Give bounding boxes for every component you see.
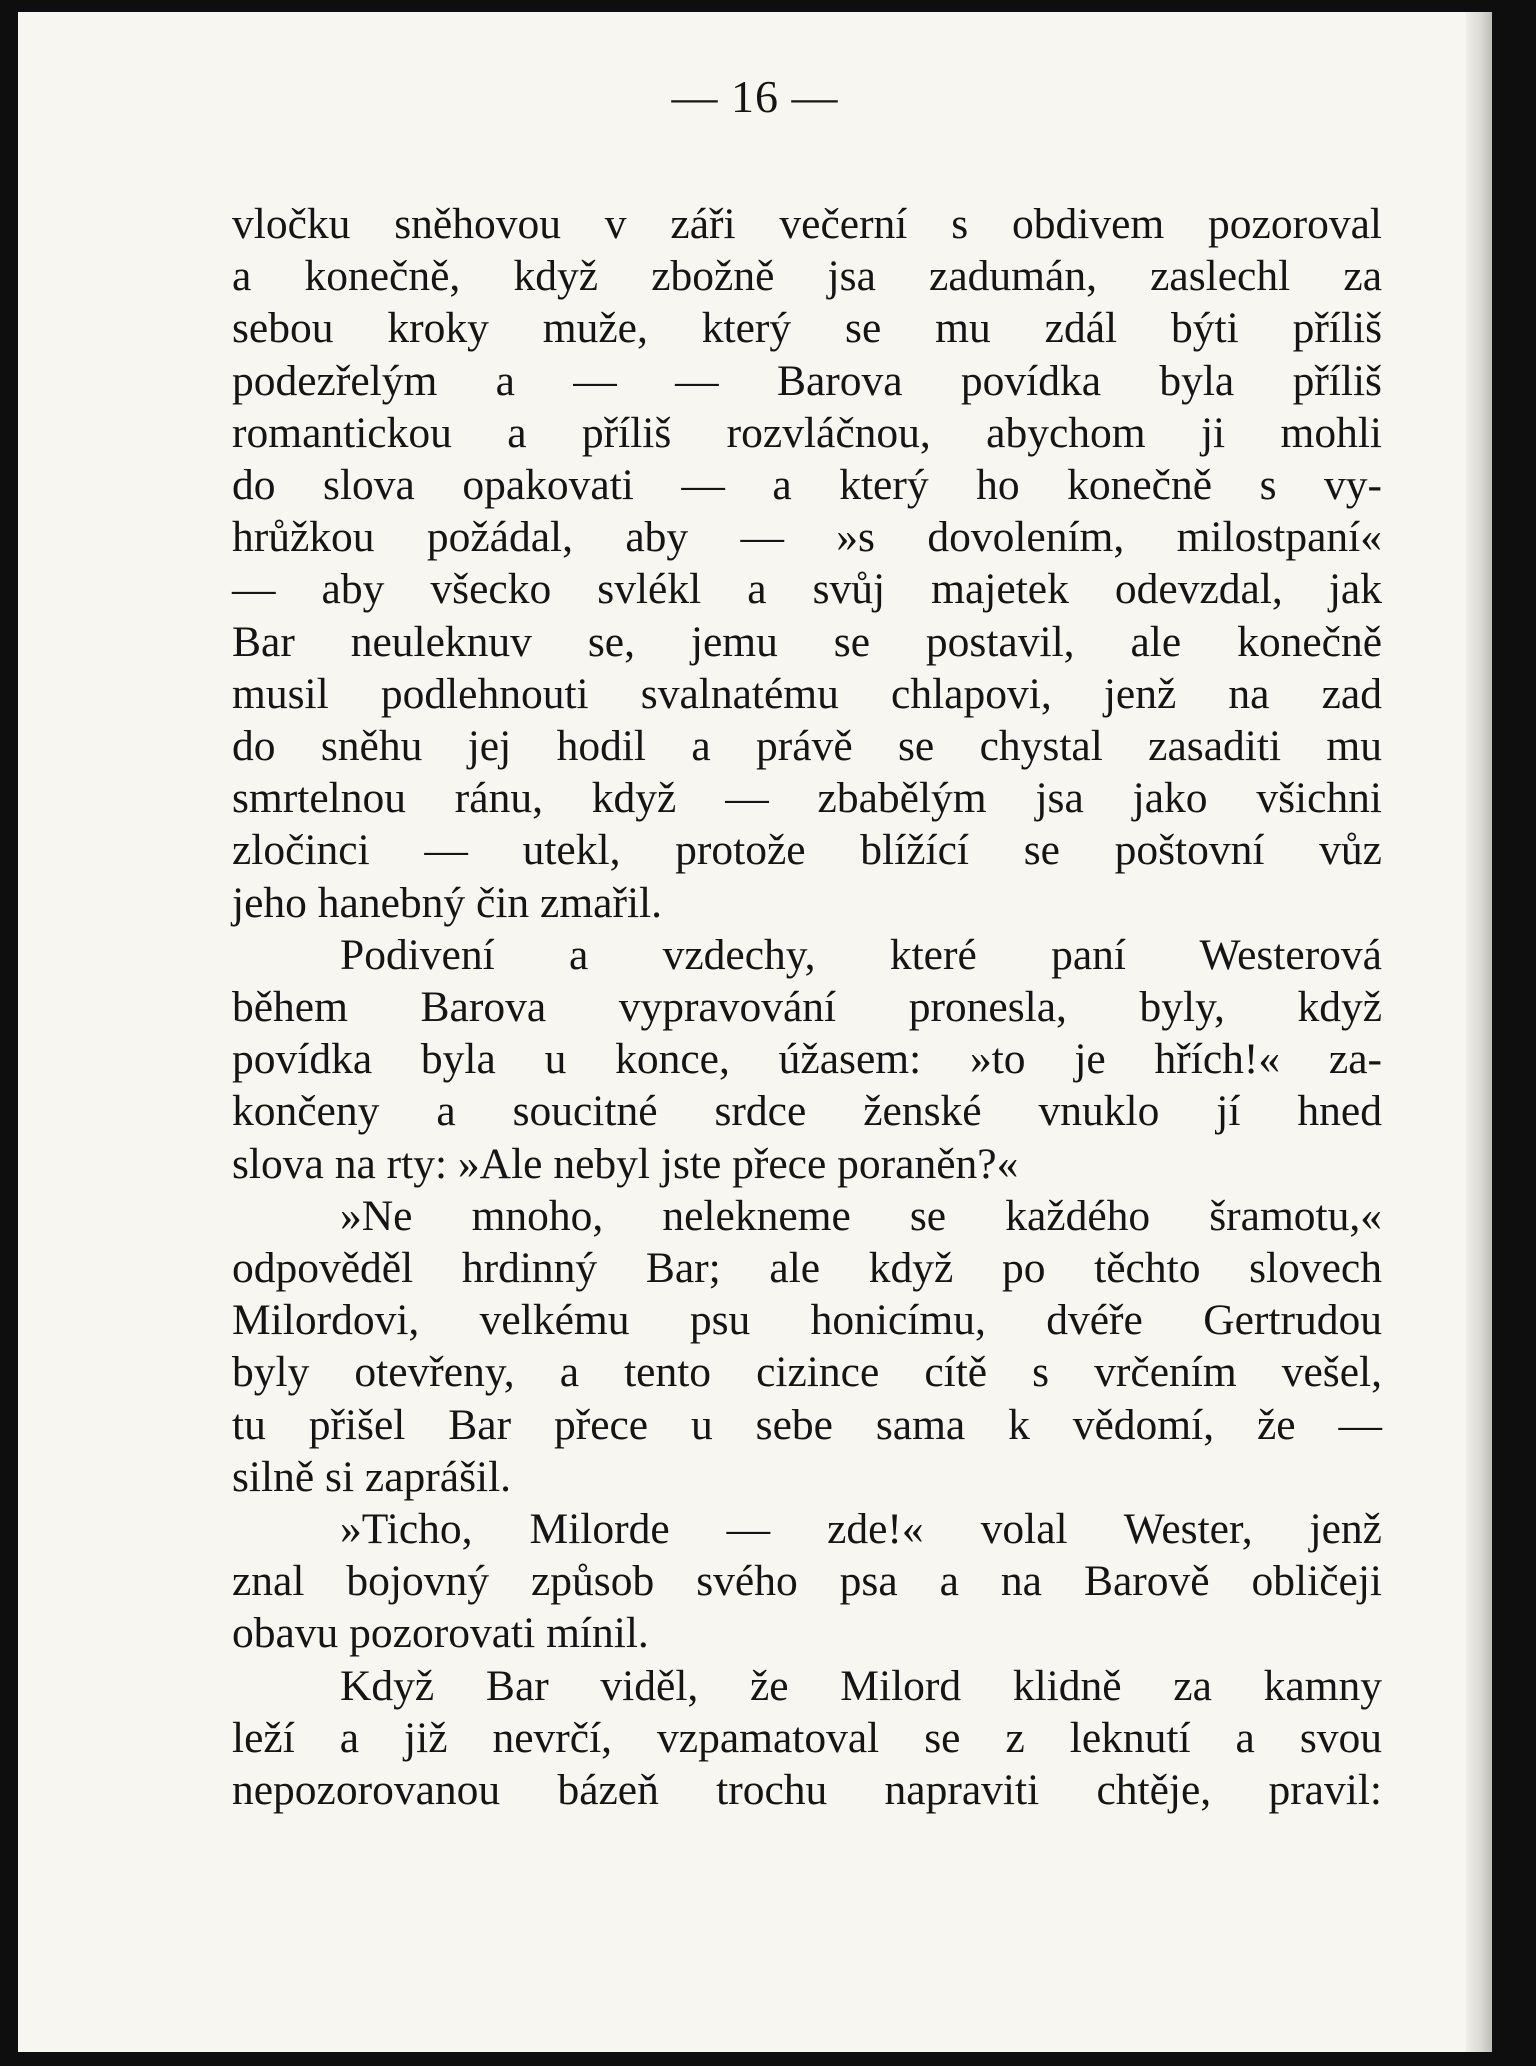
page-body bbox=[232, 198, 1382, 1816]
text-line: Milordovi, velkému psu honicímu, dvéře Gertrudou bbox=[232, 1296, 1382, 1345]
text-line: slova na rty: »Ale nebyl jste přece poraněn?« bbox=[232, 1139, 1019, 1188]
text-line: obavu pozorovati mínil. bbox=[232, 1609, 649, 1658]
text-line: odpověděl hrdinný Bar; ale když po těchto slovech bbox=[232, 1244, 1382, 1293]
text-line: smrtelnou ránu, když — zbabělým jsa jako všichni bbox=[232, 774, 1382, 823]
text-line: zločinci — utekl, protože blížící se poštovní vůz bbox=[232, 826, 1382, 875]
page-edge-shadow bbox=[1466, 12, 1492, 2052]
book-page bbox=[18, 12, 1492, 2052]
text-line: končeny a soucitné srdce ženské vnuklo jí hned bbox=[232, 1087, 1382, 1136]
text-line: nepozorovanou bázeň trochu napraviti chtěje, pravil: bbox=[232, 1766, 1382, 1815]
page-number: — 16 — bbox=[671, 71, 839, 122]
text-line: a konečně, když zbožně jsa zadumán, zaslechl za bbox=[232, 252, 1382, 301]
text-line: byly otevřeny, a tento cizince cítě s vrčením vešel, bbox=[232, 1348, 1382, 1397]
text-line: jeho hanebný čin zmařil. bbox=[232, 878, 663, 927]
text-line: Když Bar viděl, že Milord klidně za kamny bbox=[340, 1661, 1382, 1710]
paragraph-1 bbox=[232, 198, 1382, 929]
text-line: silně si zaprášil. bbox=[232, 1452, 512, 1501]
paragraph-4 bbox=[232, 1503, 1382, 1660]
text-line: do slova opakovati — a který ho konečně s vy- bbox=[232, 461, 1382, 510]
paragraph-2 bbox=[232, 929, 1382, 1190]
text-line: podezřelým a — — Barova povídka byla příliš bbox=[232, 356, 1382, 405]
text-line: musil podlehnouti svalnatému chlapovi, jenž na zad bbox=[232, 669, 1382, 718]
text-line: tu přišel Bar přece u sebe sama k vědomí, že — bbox=[232, 1400, 1382, 1449]
text-line: hrůžkou požádal, aby — »s dovolením, milostpaní« bbox=[232, 513, 1382, 562]
text-line: do sněhu jej hodil a právě se chystal zasaditi mu bbox=[232, 722, 1382, 771]
text-line: vločku sněhovou v záři večerní s obdivem pozoroval bbox=[232, 200, 1382, 248]
text-line: znal bojovný způsob svého psa a na Barově obličeji bbox=[232, 1557, 1382, 1606]
text-line: leží a již nevrčí, vzpamatoval se z leknutí a svou bbox=[232, 1713, 1382, 1762]
text-line: — aby všecko svlékl a svůj majetek odevzdal, jak bbox=[232, 565, 1382, 614]
text-line: »Ticho, Milorde — zde!« volal Wester, jenž bbox=[340, 1505, 1382, 1554]
text-line: sebou kroky muže, který se mu zdál býti příliš bbox=[232, 304, 1382, 353]
text-line: romantickou a příliš rozvláčnou, abychom ji mohli bbox=[232, 408, 1382, 457]
text-line: »Ne mnoho, nelekneme se každého šramotu,« bbox=[340, 1191, 1382, 1240]
text-line: povídka byla u konce, úžasem: »to je hřích!« za- bbox=[232, 1035, 1382, 1084]
paragraph-5 bbox=[232, 1660, 1382, 1817]
text-line: Bar neuleknuv se, jemu se postavil, ale konečně bbox=[232, 617, 1382, 666]
text-line: Podivení a vzdechy, které paní Westerová bbox=[340, 930, 1382, 979]
paragraph-3 bbox=[232, 1190, 1382, 1503]
text-line: během Barova vypravování pronesla, byly, když bbox=[232, 983, 1382, 1032]
